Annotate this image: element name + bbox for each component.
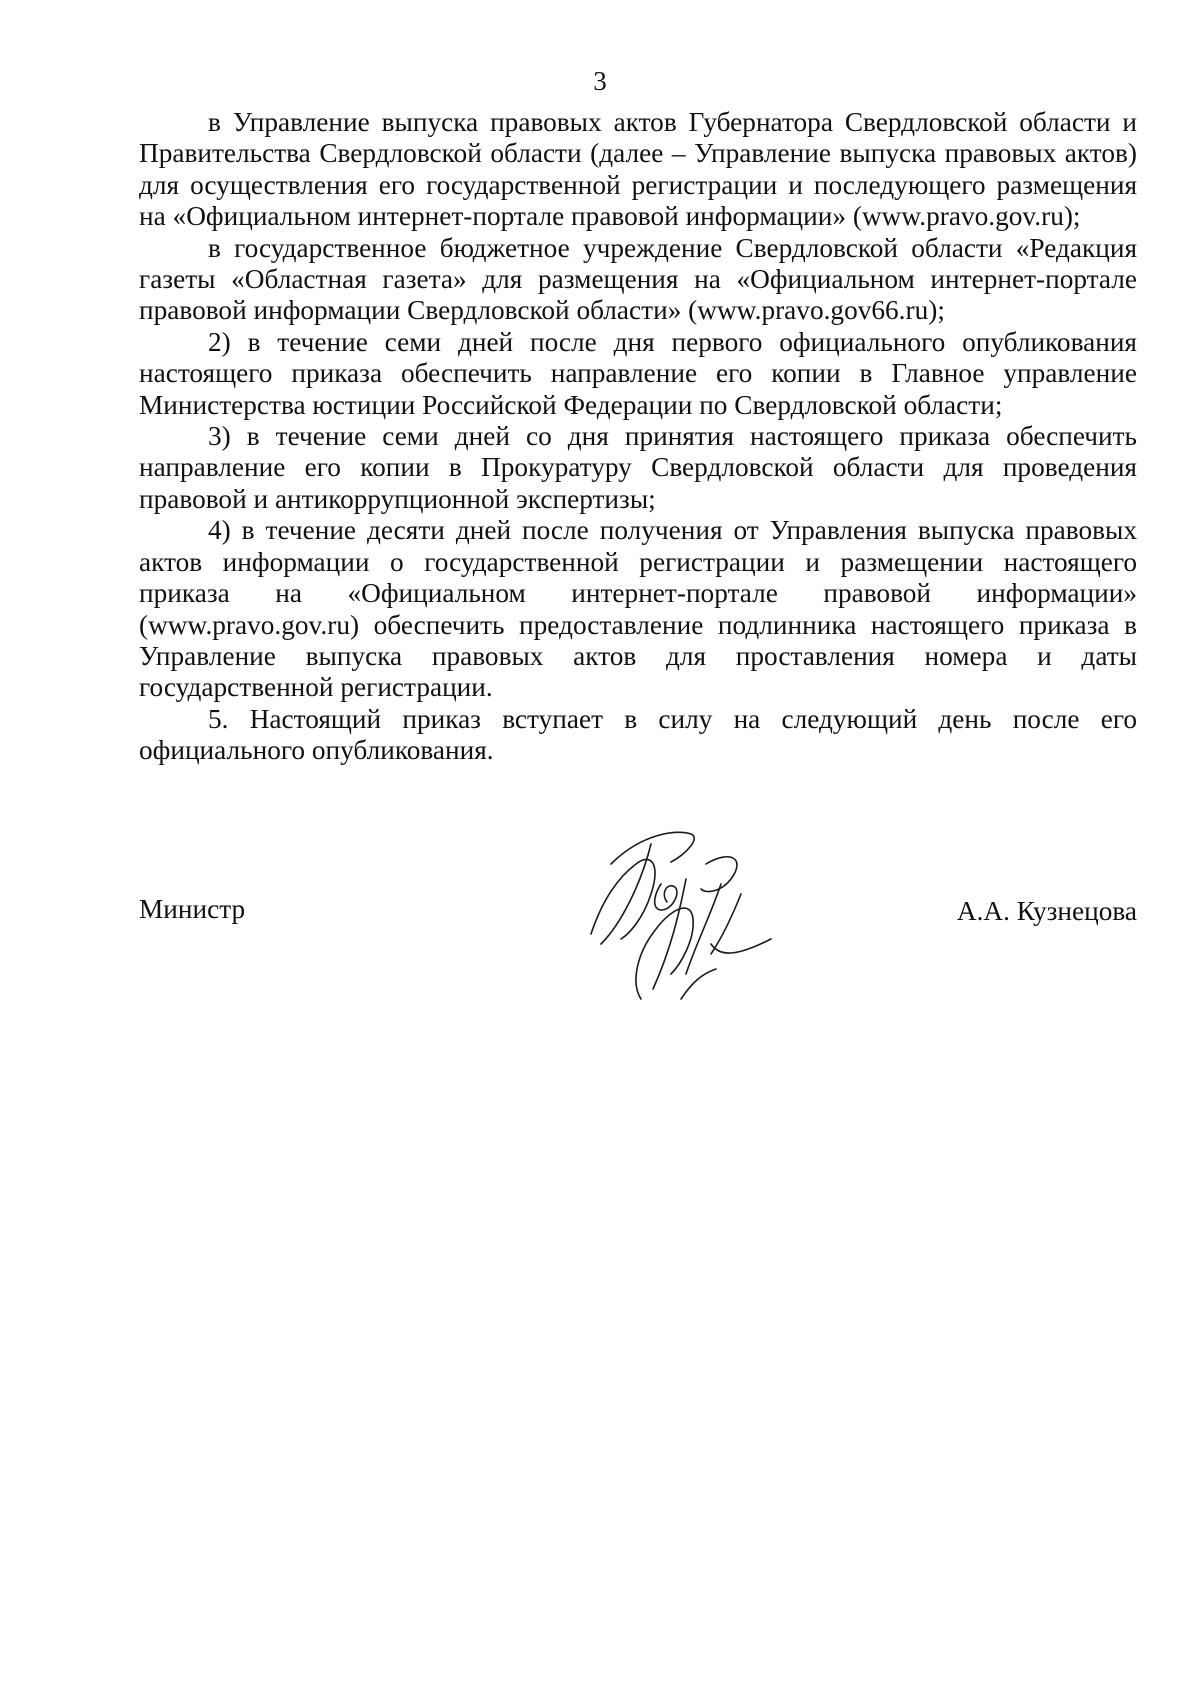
document-body [139,107,1137,767]
paragraph-item-3-prosecutor: 3) в течение семи дней со дня принятия настоящего приказа обеспечить направление его копии в Прокуратуру Свердловской области для проведения правовой и антикоррупционной экспертизы; [139,421,1137,514]
page-number: 3 [593,66,607,96]
paragraph-item-5-effective-date: 5. Настоящий приказ вступает в силу на следующий день после его официального опубликования. [139,703,1137,766]
signature-block [139,824,1137,1004]
handwritten-signature [581,824,781,1004]
paragraph-item-4-original-copy: 4) в течение десяти дней после получения от Управления выпуска правовых актов информации о государственной регистрации и размещении настоящего приказа на «Официальном интернет-портале правовой информации» (www.pravo.gov.ru) обеспечить предоставление подлинника настоящего приказа в Управление выпуска правовых актов для проставления номера и даты государственной регистрации. [139,515,1137,703]
paragraph-item-2-justice-ministry: 2) в течение семи дней после дня первого официального опубликования настоящего приказа обеспечить направление его копии в Главное управление Министерства юстиции Российской Федерации по Свердловской области; [139,326,1137,420]
paragraph-regional-newspaper: в государственное бюджетное учреждение Свердловской области «Редакция газеты «Областная газета» для размещения на «Официальном интернет-портале правовой информации Свердловской области» (www.pravo.gov66.ru); [139,232,1137,326]
signer-name: А.А. Кузнецова [956,896,1137,926]
signer-position: Министр [139,894,246,924]
paragraph-publication-office: в Управление выпуска правовых актов Губернатора Свердловской области и Правительства Свердловской области (далее – Управление выпуска правовых актов) для осуществления его государственной регистрации и последующего размещения на «Официальном интернет-портале правовой информации» (www.pravo.gov.ru); [139,107,1137,232]
